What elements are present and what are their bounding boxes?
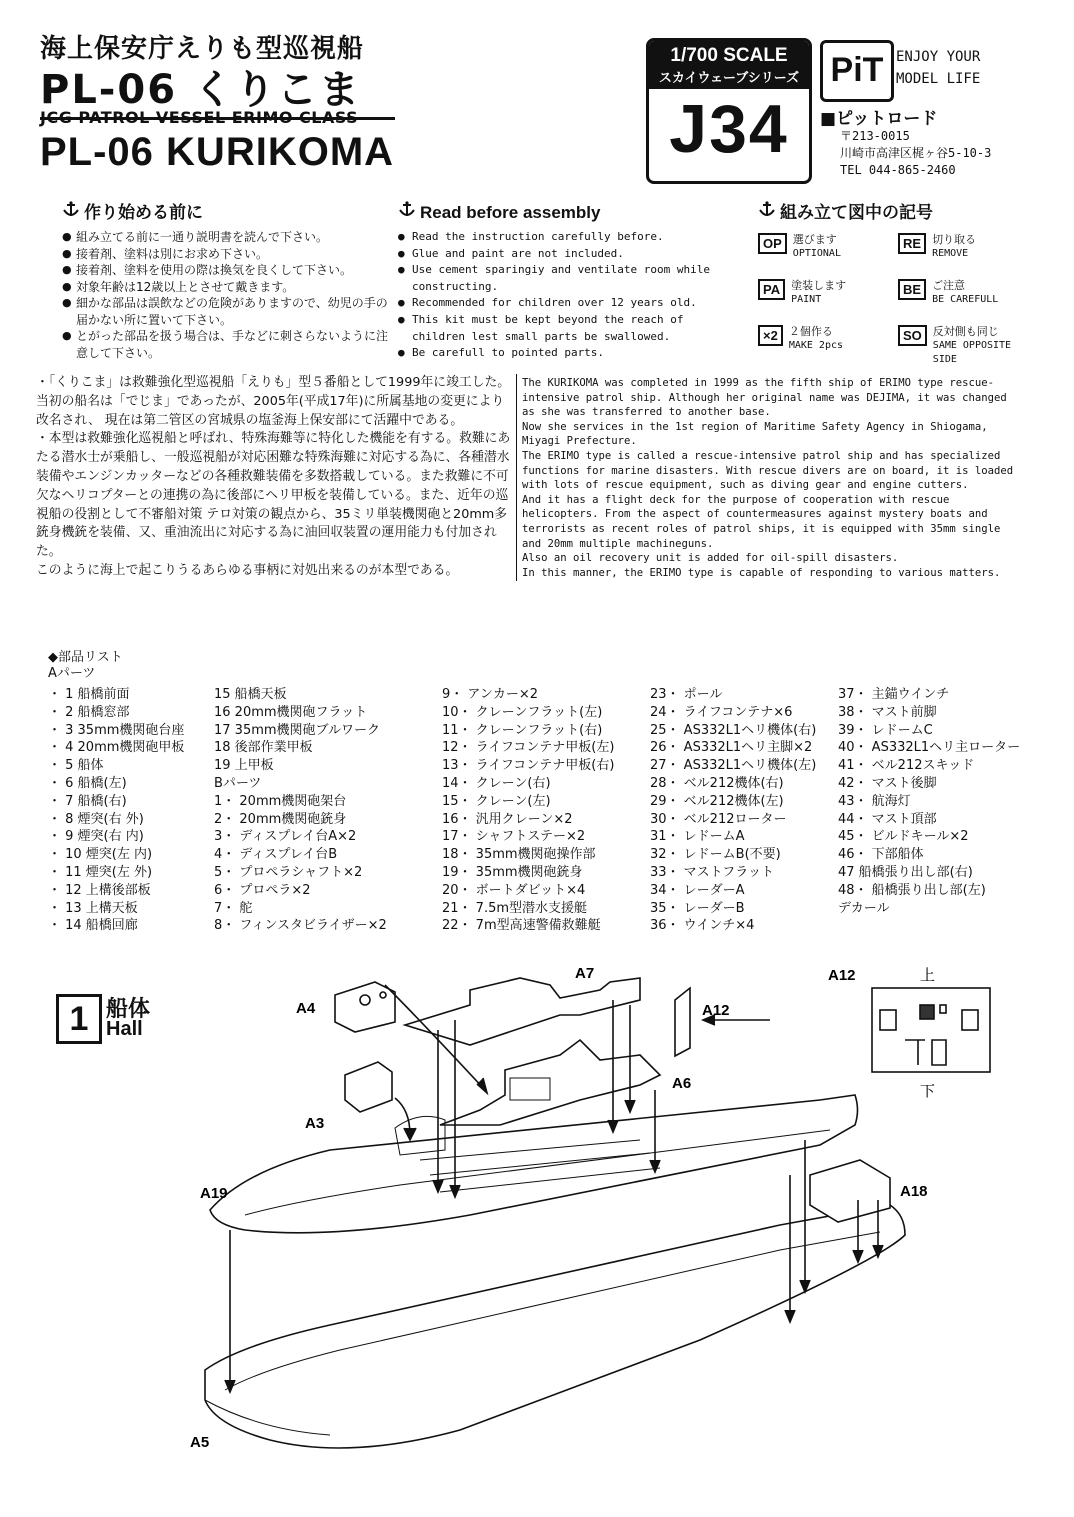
parts-list-item: 5・ プロペラシャフト×2 [214,864,363,880]
symbol-desc-en: SAME OPPOSITE SIDE [932,340,1012,365]
lower-hull-part [205,1205,905,1448]
part-a4 [335,982,395,1032]
parts-list-item: 8・ フィンスタビライザー×2 [214,918,387,934]
en-title: JCG PATROL VESSEL ERIMO CLASS [40,108,359,127]
parts-list-item: ・ 6 船橋(左) [48,775,127,791]
parts-list-item: 9・ アンカー×2 [442,687,539,702]
notice-en-item: ● Read the instruction carefully before. [398,229,743,246]
symbol-desc-jp: ご注意 [932,279,966,292]
parts-list-item: ・ 13 上構天板 [48,900,138,916]
parts-list-item: 28・ ベル212機体(右) [650,775,784,791]
parts-list-item: 26・ AS332L1ヘリ主脚×2 [650,740,813,756]
series-label: スカイウェーブシリーズ [658,71,800,86]
notice-jp-item: ● 組み立てる前に一通り説明書を読んで下さい。 [62,229,392,246]
symbol-entry [898,279,1038,325]
parts-list-item: 10・ クレーンフラット(左) [442,704,603,720]
company-name: ■ピットロード [820,109,938,129]
assembly-diagram [0,960,1074,1510]
parts-list-item: 17・ シャフトステー×2 [442,829,586,845]
postal-code: 〒213-0015 [840,129,910,143]
symbol-desc-jp: 選びます [792,233,837,246]
parts-column-4 [650,686,816,935]
description-en-paragraph: In this manner, the ERIMO type is capable of responding to various matters. [522,566,1001,579]
notice-jp-item: ● とがった部品を扱う場合は、手などに刺さらないように注意して下さい。 [62,328,392,361]
label-a3: A3 [305,1115,325,1132]
telephone: TEL 044-865-2460 [840,163,956,177]
inset-top-label: 上 [920,966,936,984]
symbol-desc-jp: 切り取る [932,233,977,246]
parts-column-2 [214,686,387,935]
parts-list-header [48,650,123,682]
parts-list-item: ・ 7 船橋(右) [48,793,127,809]
symbol-entry [758,279,898,325]
parts-list-item: ・ 5 船体 [48,758,104,774]
label-a5: A5 [190,1434,210,1451]
parts-list-item: 33・ マストフラット [650,864,775,880]
symbol-entry [758,233,898,279]
label-a7: A7 [575,965,595,982]
symbol-desc-en: OPTIONAL [792,248,841,259]
parts-list-item: 41・ ベル212スキッド [838,758,975,774]
symbol-desc [789,325,889,353]
notice-en-item: ● This kit must be kept beyond the reach of children lest small parts be swallowed. [398,312,743,345]
parts-list-item: 14・ クレーン(右) [442,775,551,791]
label-a18: A18 [900,1183,928,1200]
part-a3 [345,1062,392,1112]
parts-list-item: 21・ 7.5m型潜水支援艇 [442,900,588,916]
parts-list-item: ・ 8 煙突(右 外) [48,811,144,827]
parts-list-item: ・ 9 煙突(右 内) [48,829,144,845]
notice-en-item: ● Glue and paint are not included. [398,246,743,263]
symbol-legend [758,198,1048,371]
parts-list-item: 35・ レーダーB [650,900,745,916]
parts-list-item: 43・ 航海灯 [838,793,911,809]
parts-column-3 [442,686,614,935]
parts-list-item: 3・ ディスプレイ台A×2 [214,829,357,845]
parts-list-item: 16 20mm機関砲フラット [214,704,368,720]
symbol-desc-en: REMOVE [932,248,969,259]
notice-jp-item: ● 接着剤、塗料を使用の際は換気を良くして下さい。 [62,262,392,279]
symbol-code: SO [898,325,927,346]
parts-list-item: 37・ 主錨ウインチ [838,687,950,702]
symbol-desc [793,233,893,261]
label-a6: A6 [672,1075,692,1092]
description-en [522,376,1022,580]
parts-list-item: 20・ ボートダビット×4 [442,882,586,898]
symbol-code: OP [758,233,787,254]
parts-list-item: 4・ ディスプレイ台B [214,847,338,863]
step-number: 1 [56,994,102,1044]
parts-list-item: ・ 3 35mm機関砲台座 [48,722,185,738]
anchor-icon [398,200,416,218]
label-a19: A19 [200,1185,228,1202]
parts-list-item: 15 船橋天板 [214,687,287,702]
en-ship-name: PL-06 KURIKOMA [40,130,395,174]
parts-list-item: 19 上甲板 [214,758,274,774]
notice-en-list [398,229,743,362]
parts-list-item: 42・ マスト後脚 [838,775,937,791]
description-jp-paragraph: ・「くりこま」は救難強化型巡視船「えりも」型５番船として1999年に竣工した。当初の船名は「でじま」であったが、2005年(平成17年)に所属基地の変更により改名され、 現在は第二管区の宮城県の塩釜海上保安部にて活躍中である。 [36,375,511,428]
jp-ship-name: PL-06 くりこま [40,58,395,120]
kit-code: J34 [669,91,789,167]
label-a4: A4 [296,1000,316,1017]
symbol-legend-title [758,198,1048,223]
symbol-desc [933,325,1033,367]
symbol-code: RE [898,233,926,254]
parts-list-item: 22・ 7m型高速警備救難艇 [442,918,601,934]
notice-jp-item: ● 細かな部品は誤飲などの危険がありますので、幼児の手の届かない所に置いて下さい。 [62,295,392,328]
parts-list-item: 13・ ライフコンテナ甲板(右) [442,758,615,774]
parts-list-item: 32・ レドームB(不要) [650,847,781,863]
scale-label: 1/700 SCALE [670,45,788,66]
symbol-code: PA [758,279,785,300]
parts-list-item: 2・ 20mm機関砲銃身 [214,811,347,827]
symbol-desc-jp: ２個作る [788,325,833,338]
parts-list-item: 34・ レーダーA [650,882,745,898]
notice-en-item: ● Use cement sparingiy and ventilate room while constructing. [398,262,743,295]
parts-list-item: 44・ マスト頂部 [838,811,937,827]
description-en-paragraph: The KURIKOMA was completed in 1999 as the fifth ship of ERIMO type rescue-intensive patrol ship. Although her original name was DEJIMA, it was changed as she was transferred to another base. [522,377,1007,419]
symbol-legend-title-text: 組み立て図中の記号 [780,203,933,223]
description-en-paragraph: Now she services in the 1st region of Maritime Safety Agency in Shiogama, Miyagi Prefecture. [522,420,988,448]
symbol-entry [898,325,1038,371]
notice-jp [62,198,392,361]
parts-list-item: 12・ ライフコンテナ甲板(左) [442,740,615,756]
parts-list-item: 36・ ウインチ×4 [650,918,755,934]
parts-list-item: 15・ クレーン(左) [442,793,551,809]
parts-list-item: 45・ ビルドキール×2 [838,829,969,845]
slogan [896,46,980,90]
parts-list-item: 18 後部作業甲板 [214,740,313,756]
description-jp [36,374,517,581]
a-parts-header: Aパーツ [48,666,96,681]
jp-title: 海上保安庁えりも型巡視船 [40,34,365,64]
parts-column-1 [48,686,184,935]
notice-jp-title [62,198,392,223]
label-a12: A12 [702,1002,730,1019]
step-title-jp: 船体 [106,997,151,1022]
parts-list-item: ・ 10 煙突(左 内) [48,847,153,863]
symbol-desc [932,233,1032,261]
parts-list-item: 23・ ポール [650,687,723,702]
parts-list-item: 7・ 舵 [214,900,253,916]
part-a7 [405,978,640,1045]
symbol-entry [758,325,898,371]
notice-en-title-text: Read before assembly [420,203,601,222]
slogan-line-1: ENJOY YOUR [896,49,981,65]
symbol-desc-jp: 塗装します [791,279,847,292]
description-jp-paragraph: このように海上で起こりうるあらゆる事柄に対処出来るのが本型である。 [36,562,459,578]
parts-list-item: ・ 11 煙突(左 外) [48,864,153,880]
parts-list-item: 18・ 35mm機関砲操作部 [442,847,596,863]
symbol-desc-en: BE CAREFULL [932,294,999,305]
symbol-desc-jp: 反対側も同じ [932,325,999,338]
description-en-paragraph: Also an oil recovery unit is added for oil-spill disasters. [522,552,899,565]
parts-list-item: 16・ 汎用クレーン×2 [442,811,573,827]
notice-jp-item: ● 対象年齢は12歳以上とさせて戴きます。 [62,279,392,296]
parts-list-item: 11・ クレーンフラット(右) [442,722,603,738]
pit-logo: PiT [820,40,894,102]
parts-list-item: ・ 12 上構後部板 [48,882,151,898]
parts-list-item: 6・ プロペラ×2 [214,882,311,898]
parts-list-item: 25・ AS332L1ヘリ機体(右) [650,722,817,738]
anchor-icon [62,200,80,218]
description-en-paragraph: And it has a flight deck for the purpose of cooperation with rescue helicopters. From the aspect of countermeasures against mystery boats and terrorists as recent roles of patrol ships, it is equipped with 35mm single and 20mm multiple machineguns. [522,493,1001,550]
company-address [840,128,991,179]
notice-jp-item: ● 接着剤、塗料は別にお求め下さい。 [62,246,392,263]
parts-list-item: ・ 1 船橋前面 [48,687,130,702]
parts-list-item: 19・ 35mm機関砲銃身 [442,864,583,880]
parts-list-item: ・ 14 船橋回廊 [48,918,138,934]
parts-list-item: 31・ レドームA [650,829,745,845]
notice-en [398,200,743,362]
parts-list-item: デカール [838,900,890,916]
notice-jp-title-text: 作り始める前に [84,203,203,223]
symbol-grid [758,233,1048,371]
parts-list-item: 48・ 船橋張り出し部(左) [838,882,986,898]
part-a12 [675,988,690,1056]
parts-list-item: 24・ ライフコンテナ×6 [650,704,793,720]
parts-list-item: 27・ AS332L1ヘリ機体(左) [650,758,817,774]
parts-list-item: 29・ ベル212機体(左) [650,793,784,809]
symbol-desc [791,279,891,307]
anchor-icon [758,200,776,218]
street-address: 川崎市高津区梶ヶ谷5-10-3 [840,146,992,160]
parts-list-item: 30・ ベル212ローター [650,811,787,827]
parts-list-title: ◆部品リスト [48,650,123,665]
b-parts-header: Bパーツ [214,775,262,791]
description-en-paragraph: The ERIMO type is called a rescue-intensive patrol ship and has specialized functions for marine disasters. With rescue divers are on board, it is loaded with lots of rescue equipment, such as diving gear and engine cutters. [522,449,1014,492]
notice-en-item: ● Be carefull to pointed parts. [398,345,743,362]
symbol-desc-en: MAKE 2pcs [788,340,844,351]
symbol-desc-en: PAINT [791,294,822,305]
symbol-code: ×2 [758,325,783,346]
parts-column-5 [838,686,1020,917]
parts-list-item: 46・ 下部船体 [838,847,924,863]
inset-bottom-label: 下 [920,1082,936,1100]
notice-en-item: ● Recommended for children over 12 years old. [398,295,743,312]
parts-list-item: 38・ マスト前脚 [838,704,937,720]
description-jp-paragraph: ・本型は救難強化巡視船と呼ばれ、特殊海難等に特化した機能を有する。救難にあたる潜水士が乗船し、一般巡視船が対応困難な特殊海難に対応する為に、各種潜水装備やエンジンカッターなどの各種救難装備を多数搭載している。また救難に不可欠なヘリコプターとの連携の為に後部にヘリ甲板を装備している。また、近年の巡視船の役割として不審船対策 テロ対策の観点から、35ミリ単装機関砲と20mm多銃身機銃を装備、又、重油流出に対応する為に油回収装置の運用能力も付加された。 [36,431,511,560]
notice-jp-list [62,229,392,361]
parts-list-item: 39・ レドームC [838,722,933,738]
inset-label-a12: A12 [828,967,856,984]
symbol-code: BE [898,279,926,300]
symbol-entry [898,233,1038,279]
notice-en-title [398,200,743,223]
parts-list-item: 40・ AS332L1ヘリ主ローター [838,740,1021,756]
symbol-desc [932,279,1032,307]
parts-list-item: 47 船橋張り出し部(右) [838,864,973,880]
parts-list-item: ・ 2 船橋窓部 [48,704,130,720]
scale-badge [646,38,812,184]
parts-list-item: ・ 4 20mm機関砲甲板 [48,740,185,756]
parts-list-item: 1・ 20mm機関砲架台 [214,793,347,809]
slogan-line-2: MODEL LIFE [896,71,981,87]
parts-list-item: 17 35mm機関砲ブルワーク [214,722,381,738]
step-title-en: Hall [106,1018,143,1040]
